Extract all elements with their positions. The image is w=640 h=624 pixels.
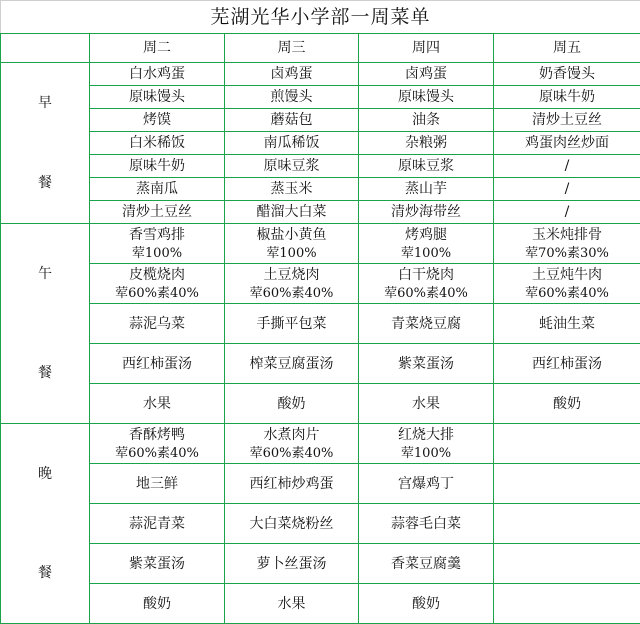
menu-cell	[225, 109, 359, 132]
meat-veg-ratio: 荤60%素40%	[249, 285, 334, 301]
day-header: 周四	[359, 34, 494, 63]
dish-name: 西红柿蛋汤	[532, 355, 602, 372]
menu-cell	[90, 86, 225, 109]
meat-veg-ratio: 荤70%素30%	[525, 245, 609, 261]
dish-name: 清炒土豆丝	[122, 204, 192, 220]
corner-cell	[1, 34, 90, 63]
dinner-row	[1, 464, 640, 504]
day-header: 周三	[225, 34, 359, 63]
menu-cell	[359, 224, 494, 264]
dish-name: 紫菜蛋汤	[398, 355, 454, 372]
dish-name: 油条	[412, 112, 440, 128]
menu-cell	[90, 304, 225, 344]
menu-cell	[90, 504, 225, 544]
dish-name: 西红柿蛋汤	[122, 355, 192, 372]
menu-cell	[225, 264, 359, 304]
menu-cell	[494, 424, 640, 464]
dish-name: 紫菜蛋汤	[129, 555, 185, 572]
dish-name: 卤鸡蛋	[270, 66, 313, 82]
dish-name: 椒盐小黄鱼	[256, 226, 327, 243]
dish-name: 烤鸡腿	[405, 226, 447, 243]
menu-cell	[494, 264, 640, 304]
menu-cell	[90, 109, 225, 132]
dish-name: 原味馒头	[129, 89, 185, 105]
menu-cell	[225, 544, 359, 584]
dish-name: 香雪鸡排	[129, 226, 185, 243]
meal-label	[1, 424, 89, 623]
breakfast-label-cell	[1, 63, 90, 224]
dish-name: 香菜豆腐羹	[391, 555, 461, 572]
dish-name: 蒜泥青菜	[129, 515, 185, 532]
dish-name: 水果	[412, 395, 440, 412]
menu-cell	[359, 544, 494, 584]
lunch-row	[1, 344, 640, 384]
dish-name: 蘑菇包	[270, 112, 313, 128]
meat-veg-ratio: 荤100%	[400, 445, 452, 461]
menu-cell	[359, 178, 494, 201]
dish-name: 水果	[277, 595, 306, 612]
dish-name: 白米稀饭	[129, 135, 185, 151]
menu-cell	[90, 63, 225, 86]
dish-name: 萝卜丝蛋汤	[256, 555, 327, 572]
menu-body	[1, 1, 640, 624]
meal-label-char: 早	[38, 95, 52, 111]
menu-cell	[359, 264, 494, 304]
meal-label-char: 餐	[38, 175, 52, 191]
menu-cell	[225, 384, 359, 424]
menu-cell	[90, 424, 225, 464]
menu-cell	[359, 201, 494, 224]
meat-veg-ratio: 荤100%	[266, 245, 317, 261]
dish-name: 土豆炖牛肉	[532, 266, 602, 283]
menu-cell	[494, 109, 640, 132]
dish-name: 奶香馒头	[539, 66, 595, 82]
menu-cell	[359, 109, 494, 132]
dinner-row	[1, 584, 640, 624]
menu-cell	[494, 201, 640, 224]
dish-name: 酸奶	[143, 595, 171, 612]
menu-cell	[90, 201, 225, 224]
menu-cell	[225, 464, 359, 504]
dish-name: 鸡蛋肉丝炒面	[525, 135, 609, 151]
dish-name: 蒸南瓜	[136, 181, 178, 197]
breakfast-row	[1, 178, 640, 201]
menu-cell	[494, 224, 640, 264]
dish-name: 原味豆浆	[263, 158, 320, 174]
menu-cell	[494, 464, 640, 504]
dish-name: 白干烧肉	[398, 266, 454, 283]
meal-label-char: 晚	[38, 465, 52, 482]
breakfast-row	[1, 63, 640, 86]
dish-name: /	[564, 204, 570, 220]
dish-name: 蒸玉米	[270, 181, 313, 197]
menu-cell	[90, 155, 225, 178]
meat-veg-ratio: 荤100%	[400, 245, 452, 261]
dish-name: 水煮肉片	[263, 426, 320, 443]
dish-name: 酸奶	[553, 395, 581, 412]
meal-label-char: 餐	[38, 365, 52, 382]
dish-name: 蒜泥乌菜	[129, 315, 185, 332]
dish-name: 清炒海带丝	[391, 204, 461, 220]
menu-cell	[225, 344, 359, 384]
menu-cell	[225, 178, 359, 201]
dish-name: /	[564, 158, 570, 174]
menu-cell	[90, 224, 225, 264]
header-row	[1, 34, 640, 63]
menu-cell	[225, 86, 359, 109]
dish-name: 酸奶	[412, 595, 440, 612]
menu-cell	[359, 304, 494, 344]
dinner-row	[1, 544, 640, 584]
menu-title: 芜湖光华小学部一周菜单	[1, 1, 640, 34]
dish-name: 大白菜烧粉丝	[249, 515, 334, 532]
dish-name: 原味馒头	[398, 89, 454, 105]
dinner-row	[1, 504, 640, 544]
lunch-row	[1, 224, 640, 264]
menu-cell	[494, 155, 640, 178]
dish-name: 水果	[143, 395, 171, 412]
dish-name: 原味豆浆	[398, 158, 454, 174]
dish-name: 清炒土豆丝	[532, 112, 602, 128]
meal-label	[1, 63, 89, 223]
dish-name: 玉米炖排骨	[532, 226, 602, 243]
dish-name: /	[564, 181, 570, 197]
menu-cell	[359, 584, 494, 624]
menu-cell	[225, 224, 359, 264]
menu-cell	[90, 584, 225, 624]
breakfast-row	[1, 155, 640, 178]
day-header: 周五	[494, 34, 640, 63]
meal-label	[1, 224, 89, 423]
lunch-row	[1, 304, 640, 344]
menu-cell	[494, 384, 640, 424]
menu-cell	[494, 132, 640, 155]
dinner-label-cell	[1, 424, 90, 624]
dish-name: 蒸山芋	[405, 181, 447, 197]
dish-name: 土豆烧肉	[263, 266, 320, 283]
meat-veg-ratio: 荤60%素40%	[384, 285, 468, 301]
dish-name: 青菜烧豆腐	[391, 315, 461, 332]
menu-cell	[225, 132, 359, 155]
menu-cell	[359, 504, 494, 544]
dish-name: 煎馒头	[270, 89, 313, 105]
menu-cell	[225, 504, 359, 544]
menu-cell	[494, 544, 640, 584]
dish-name: 南瓜稀饭	[263, 135, 320, 151]
menu-cell	[225, 584, 359, 624]
dish-name: 蒜蓉毛白菜	[391, 515, 461, 532]
dish-name: 蚝油生菜	[539, 315, 595, 332]
dish-name: 卤鸡蛋	[405, 66, 447, 82]
dish-name: 原味牛奶	[129, 158, 185, 174]
title-row	[1, 1, 640, 34]
meal-label-char: 餐	[38, 565, 52, 582]
dish-name: 榨菜豆腐蛋汤	[249, 355, 334, 372]
dish-name: 原味牛奶	[539, 89, 595, 105]
dish-name: 地三鲜	[136, 475, 178, 492]
menu-cell	[225, 424, 359, 464]
menu-cell	[359, 464, 494, 504]
breakfast-row	[1, 86, 640, 109]
breakfast-row	[1, 201, 640, 224]
dish-name: 西红柿炒鸡蛋	[249, 475, 334, 492]
menu-cell	[225, 63, 359, 86]
dish-name: 杂粮粥	[405, 135, 447, 151]
menu-cell	[359, 132, 494, 155]
menu-cell	[90, 178, 225, 201]
lunch-row	[1, 264, 640, 304]
dish-name: 手撕平包菜	[256, 315, 327, 332]
menu-cell	[225, 155, 359, 178]
dish-name: 烤馍	[143, 112, 171, 128]
menu-cell	[494, 344, 640, 384]
menu-cell	[359, 86, 494, 109]
menu-cell	[494, 86, 640, 109]
meat-veg-ratio: 荤60%素40%	[249, 445, 334, 461]
breakfast-row	[1, 109, 640, 132]
dish-name: 酸奶	[277, 395, 306, 412]
dish-name: 醋溜大白菜	[256, 204, 327, 220]
lunch-row	[1, 384, 640, 424]
meat-veg-ratio: 荤100%	[131, 245, 183, 261]
menu-cell	[494, 304, 640, 344]
meat-veg-ratio: 荤60%素40%	[525, 285, 609, 301]
menu-cell	[494, 504, 640, 544]
menu-cell	[359, 424, 494, 464]
menu-cell	[90, 544, 225, 584]
menu-cell	[90, 344, 225, 384]
dish-name: 皮榄烧肉	[129, 266, 185, 283]
menu-cell	[494, 63, 640, 86]
meat-veg-ratio: 荤60%素40%	[115, 445, 199, 461]
dish-name: 宫爆鸡丁	[398, 475, 454, 492]
menu-cell	[90, 264, 225, 304]
breakfast-row	[1, 132, 640, 155]
dinner-row	[1, 424, 640, 464]
dish-name: 红烧大排	[398, 426, 454, 443]
meat-veg-ratio: 荤60%素40%	[115, 285, 199, 301]
meal-label-char: 午	[38, 265, 52, 282]
dish-name: 白水鸡蛋	[129, 66, 185, 82]
menu-cell	[359, 155, 494, 178]
menu-cell	[90, 132, 225, 155]
menu-cell	[90, 384, 225, 424]
menu-cell	[90, 464, 225, 504]
dish-name: 香酥烤鸭	[129, 426, 185, 443]
menu-cell	[225, 304, 359, 344]
lunch-label-cell	[1, 224, 90, 424]
menu-cell	[494, 584, 640, 624]
menu-cell	[359, 384, 494, 424]
menu-cell	[359, 63, 494, 86]
menu-cell	[359, 344, 494, 384]
day-header: 周二	[90, 34, 225, 63]
menu-cell	[494, 178, 640, 201]
menu-cell	[225, 201, 359, 224]
